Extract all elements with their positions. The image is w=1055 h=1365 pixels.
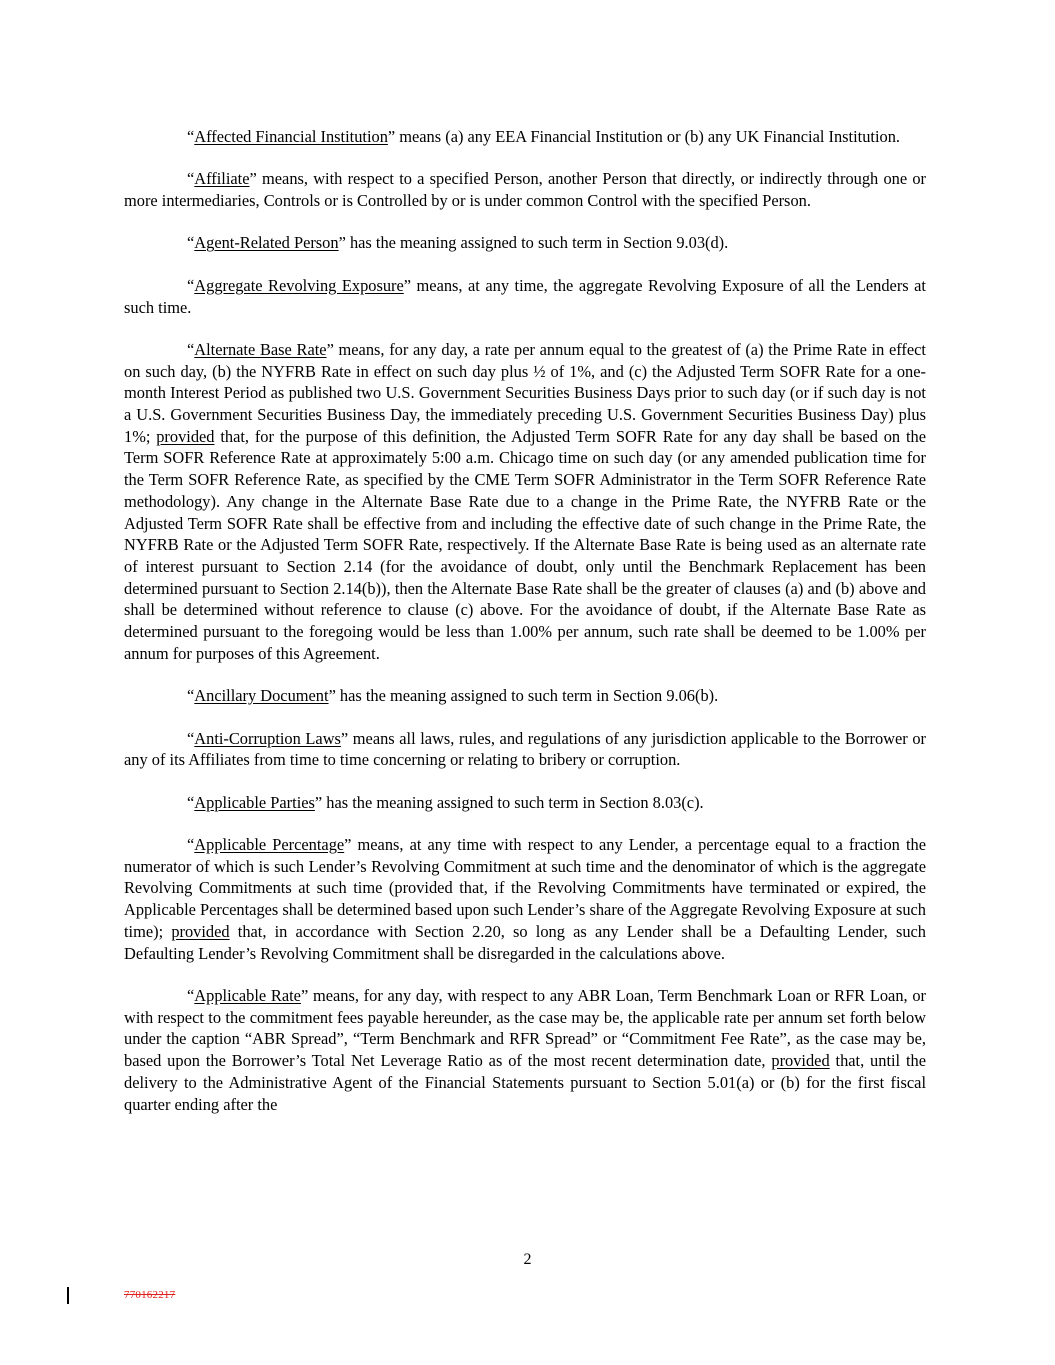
- definition-aggregate-revolving-exposure: “Aggregate Revolving Exposure” means, at any time, the aggregate Revolving Exposure of all the Lenders at such time.: [124, 275, 926, 317]
- defined-term: Agent-Related Person: [194, 233, 339, 253]
- definition-agent-related-person: “Agent-Related Person” has the meaning assigned to such term in Section 9.03(d).: [187, 233, 729, 253]
- definition-affiliate: “Affiliate” means, with respect to a specified Person, another Person that directly, or indirectly through one or more intermediaries, Controls or is Controlled by or is under common Control with the specified Person.: [124, 169, 926, 211]
- defined-term: Applicable Parties: [194, 792, 315, 812]
- defined-term: Anti-Corruption Laws: [194, 728, 341, 748]
- defined-term: Ancillary Document: [194, 686, 329, 706]
- definition-affected-financial-institution: “Affected Financial Institution” means (a) any EEA Financial Institution or (b) any UK Financial Institution.: [187, 127, 900, 146]
- defined-term: Affected Financial Institution: [194, 127, 388, 146]
- revision-bar: [67, 1287, 69, 1304]
- definition-applicable-rate: “Applicable Rate” means, for any day, with respect to any ABR Loan, Term Benchmark Loan or RFR Loan, or with respect to the commitment fees payable hereunder, as the case may be, the applicable rate per annum set forth below under the caption “ABR Spread”, “Term Benchmark and RFR Spread” or “Commitment Fee Rate”, as the case may be, based upon the Borrower’s Total Net Leverage Ratio as of the most recent determination date, provided that, until the delivery to the Administrative Agent of the Financial Statements pursuant to Section 5.01(a) or (b) for the first fiscal quarter ending after the: [124, 985, 927, 1114]
- document-id: 770162217: [124, 1289, 176, 1301]
- defined-term: Applicable Percentage: [194, 835, 345, 855]
- definition-alternate-base-rate: “Alternate Base Rate” means, for any day, a rate per annum equal to the greatest of (a) the Prime Rate in effect on such day, (b) the NYFRB Rate in effect on such day plus ½ of 1%, and (c) the Adjusted Term SOFR Rate for a one-month Interest Period as published two U.S. Government Securities Business Days prior to such day (or if such day is not a U.S. Government Securities Business Day, the immediately preceding U.S. Government Securities Business Day) plus 1%; provided that, for the purpose of this definition, the Adjusted Term SOFR Rate for any day shall be based on the Term SOFR Reference Rate at approximately 5:00 a.m. Chicago time on such day (or any amended publication time for the Term SOFR Reference Rate, as specified by the CME Term SOFR Administrator in the Term SOFR Reference Rate methodology). Any change in the Alternate Base Rate due to a change in the Prime Rate, the NYFRB Rate or the Adjusted Term SOFR Rate shall be effective from and including the effective date of such change in the Prime Rate, the NYFRB Rate or the Adjusted Term SOFR Rate, respectively. If the Alternate Base Rate is being used as an alternate rate of interest pursuant to Section 2.14 (for the avoidance of doubt, only until the Benchmark Replacement has been determined pursuant to Section 2.14(b)), then the Alternate Base Rate shall be the greater of clauses (a) and (b) above and shall be determined without reference to clause (c) above. For the avoidance of doubt, if the Alternate Base Rate as determined pursuant to the foregoing would be less than 1.00% per annum, such rate shall be deemed to be 1.00% per annum for purposes of this Agreement.: [124, 339, 926, 663]
- document-body: [124, 126, 926, 1136]
- definition-ancillary-document: “Ancillary Document” has the meaning assigned to such term in Section 9.06(b).: [187, 686, 719, 706]
- definition-anti-corruption-laws: “Anti-Corruption Laws” means all laws, rules, and regulations of any jurisdiction applicable to the Borrower or any of its Affiliates from time to time concerning or relating to bribery or corruption.: [124, 728, 926, 770]
- definition-applicable-percentage: “Applicable Percentage” means, at any time with respect to any Lender, a percentage equal to a fraction the numerator of which is such Lender’s Revolving Commitment at such time and the denominator of which is the aggregate Revolving Commitments at such time (provided that, if the Revolving Commitments have terminated or expired, the Applicable Percentages shall be determined based upon such Lender’s share of the Aggregate Revolving Exposure at such time); provided that, in accordance with Section 2.20, so long as any Lender shall be a Defaulting Lender, such Defaulting Lender’s Revolving Commitment shall be disregarded in the calculations above.: [124, 835, 926, 963]
- definition-applicable-parties: “Applicable Parties” has the meaning assigned to such term in Section 8.03(c).: [187, 792, 704, 812]
- defined-term: Aggregate Revolving Exposure: [194, 275, 404, 295]
- provided-term: provided: [171, 921, 230, 941]
- defined-term: Affiliate: [194, 169, 250, 189]
- defined-term: Applicable Rate: [194, 985, 301, 1005]
- page-number: 2: [523, 1251, 532, 1268]
- provided-term: provided: [771, 1051, 830, 1071]
- defined-term: Alternate Base Rate: [194, 339, 327, 359]
- provided-term: provided: [156, 426, 215, 446]
